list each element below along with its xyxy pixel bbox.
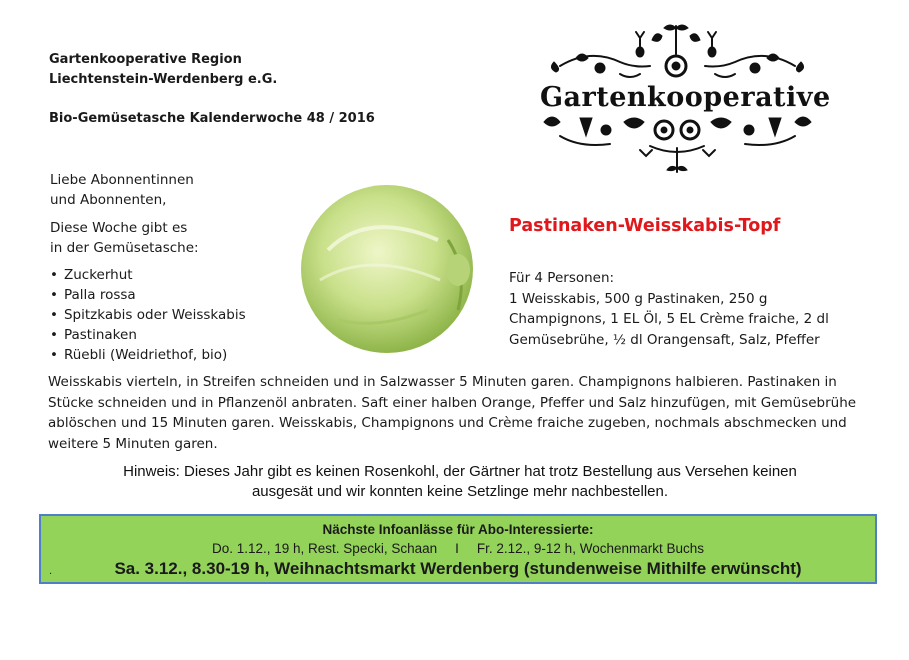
list-item: • Zuckerhut [50,265,246,285]
list-item: • Spitzkabis oder Weisskabis [50,305,246,325]
intro-text [50,218,199,258]
cabbage-image [298,180,476,355]
intro-line-2: in der Gemüsetasche: [50,240,199,256]
recipe-steps [48,372,868,454]
info-box-events [41,541,875,556]
greeting [50,170,194,210]
step-line: Weisskabis vierteln, in Streifen schneiden und in Salzwasser 5 Minuten garen. Champignons halbieren. Pastinaken in [48,374,837,390]
list-item: • Pastinaken [50,325,246,345]
recipe-line: Für 4 Personen: [509,270,615,286]
step-line: ablöschen und 15 Minuten garen. Weisskabis, Champignons und Crème fraiche zugeben, nochmals abschmecken und [48,415,847,431]
gartenkooperative-logo [540,18,831,178]
box-dot: . [49,566,53,577]
white-cabbage-photo [298,180,476,355]
info-box-heading: Nächste Infoanlässe für Abo-Interessierte: [322,522,594,537]
list-item: • Palla rossa [50,285,246,305]
org-line-1: Gartenkooperative Region [49,52,242,67]
week-title: Bio-Gemüsetasche Kalenderwoche 48 / 2016 [49,111,375,126]
notice-line-1: Hinweis: Dieses Jahr gibt es keinen Rosenkohl, der Gärtner hat trotz Bestellung aus Versehen keinen [123,463,797,480]
recipe-title: Pastinaken-Weisskabis-Topf [509,216,781,236]
step-line: Stücke schneiden und in Pflanzenöl anbraten. Saft einer halben Orange, Pfeffer und Salz hinzufügen, mit Gemüsebrühe [48,394,857,411]
event-1: Do. 1.12., 19 h, Rest. Specki, Schaan [211,541,438,556]
notice-line-2: ausgesät und wir konnten keine Setzlinge mehr nachbestellen. [251,483,669,500]
recipe-line: Champignons, 1 EL Öl, 5 EL Crème fraiche, 2 dl [509,311,829,327]
organization-name [49,50,277,90]
event-separator: I [455,541,459,556]
list-item: • Rüebli (Weidriethof, bio) [50,345,246,365]
logo-title: Gartenkooperative [540,82,831,113]
recipe-ingredients [509,268,849,350]
vegetable-list [50,265,246,365]
greeting-line-2: und Abonnenten, [50,192,167,208]
highlight-event: Sa. 3.12., 8.30-19 h, Weihnachtsmarkt Werdenberg (stundenweise Mithilfe erwünscht) [114,559,802,578]
recipe-line: 1 Weisskabis, 500 g Pastinaken, 250 g [509,290,768,307]
step-line: weitere 5 Minuten garen. [48,435,218,452]
greeting-line-1: Liebe Abonnentinnen [50,172,194,188]
recipe-line: Gemüsebrühe, ½ dl Orangensaft, Salz, Pfeffer [509,331,820,348]
info-events-box [39,514,877,584]
intro-line-1: Diese Woche gibt es [50,220,188,236]
event-2: Fr. 2.12., 9-12 h, Wochenmarkt Buchs [476,541,704,556]
org-line-2: Liechtenstein-Werdenberg e.G. [49,72,278,87]
notice [60,462,860,502]
